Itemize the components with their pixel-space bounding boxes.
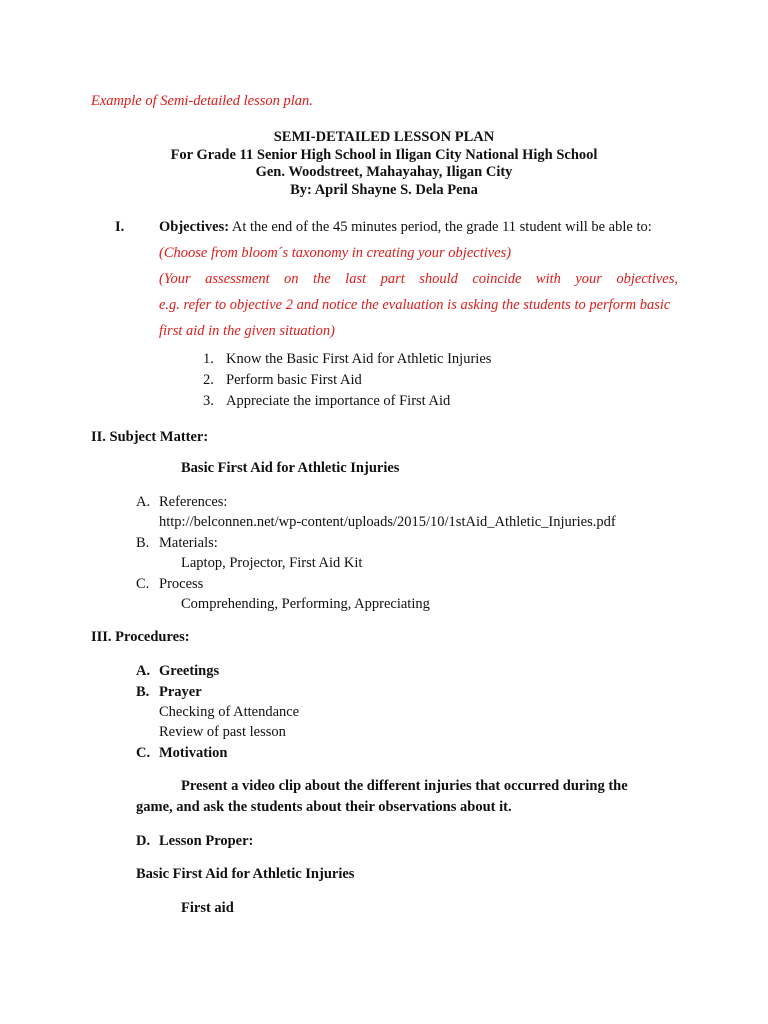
list-number: 3. — [203, 393, 214, 409]
list-letter: B. — [136, 684, 150, 700]
objectives-line — [159, 219, 652, 236]
reference-url: http://belconnen.net/wp-content/uploads/2015/10/1stAid_Athletic_Injuries.pdf — [159, 514, 616, 530]
subject-matter-heading: II. Subject Matter: — [91, 429, 209, 445]
process-label: Process — [159, 576, 204, 592]
objective-item: Appreciate the importance of First Aid — [226, 393, 451, 409]
lesson-proper-title: Basic First Aid for Athletic Injuries — [136, 866, 355, 882]
first-aid-heading: First aid — [181, 900, 234, 916]
author-line: By: April Shayne S. Dela Pena — [290, 182, 478, 198]
list-number: 1. — [203, 351, 214, 367]
motivation-item: Motivation — [159, 745, 228, 761]
materials-label: Materials: — [159, 535, 218, 551]
objective-item: Know the Basic First Aid for Athletic Injuries — [226, 351, 492, 367]
assessment-note-line: e.g. refer to objective 2 and notice the evaluation is asking the students to perform basic — [159, 297, 671, 313]
lesson-plan-title: SEMI-DETAILED LESSON PLAN — [273, 129, 495, 145]
review-item: Review of past lesson — [159, 724, 286, 740]
list-letter: C. — [136, 576, 150, 592]
objectives-note: (Choose from bloom´s taxonomy in creating your objectives) — [159, 245, 512, 261]
subject-topic: Basic First Aid for Athletic Injuries — [181, 460, 400, 476]
section-numeral: I. — [115, 219, 125, 235]
objectives-label: Objectives: — [159, 219, 230, 235]
greetings-item: Greetings — [159, 663, 220, 679]
list-letter: B. — [136, 535, 150, 551]
example-note: Example of Semi-detailed lesson plan. — [91, 93, 313, 109]
list-letter: A. — [136, 663, 151, 679]
assessment-note-line: first aid in the given situation) — [159, 323, 336, 339]
attendance-item: Checking of Attendance — [159, 704, 300, 720]
address-line: Gen. Woodstreet, Mahayahay, Iligan City — [255, 164, 513, 180]
list-letter: A. — [136, 494, 151, 510]
process-list: Comprehending, Performing, Appreciating — [181, 596, 430, 612]
motivation-text: game, and ask the students about their observations about it. — [136, 799, 512, 815]
references-label: References: — [159, 494, 228, 510]
procedures-heading: III. Procedures: — [91, 629, 190, 645]
list-letter: C. — [136, 745, 151, 761]
list-number: 2. — [203, 372, 214, 388]
motivation-text: Present a video clip about the different injuries that occurred during the — [181, 778, 628, 794]
assessment-note-line: (Your assessment on the last part should coincide with your objectives, — [159, 271, 678, 287]
objective-item: Perform basic First Aid — [226, 372, 362, 388]
list-letter: D. — [136, 833, 151, 849]
prayer-item: Prayer — [159, 684, 202, 700]
objectives-text: At the end of the 45 minutes period, the grade 11 student will be able to: — [229, 219, 652, 235]
materials-list: Laptop, Projector, First Aid Kit — [181, 555, 363, 571]
school-line: For Grade 11 Senior High School in Iligan City National High School — [170, 147, 598, 163]
lesson-proper-item: Lesson Proper: — [159, 833, 254, 849]
